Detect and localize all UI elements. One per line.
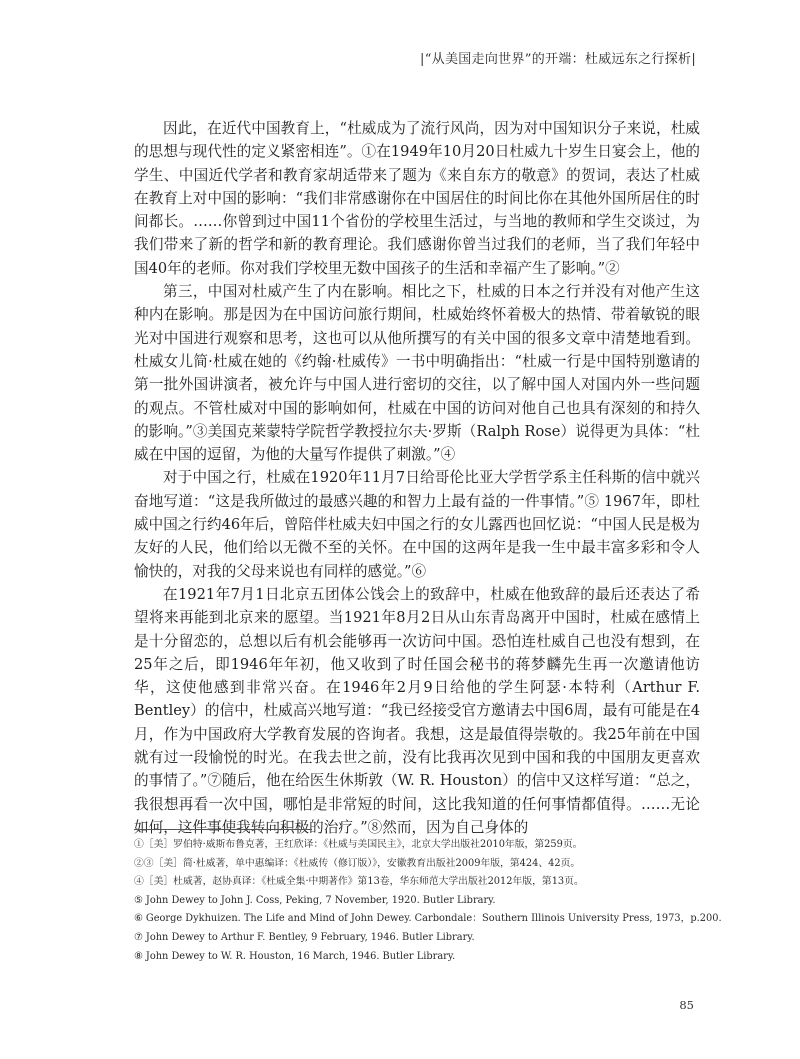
- paragraph: 第三，中国对杜威产生了内在影响。相比之下，杜威的日本之行并没有对他产生这种内在影响。那是因为在中国访问旅行期间，杜威始终怀着极大的热情、带着敏锐的眼光对中国进行观察和思考，这也可以从他所撰写的有关中国的很多文章中清楚地看到。杜威女儿简·杜威在她的《约翰·杜威传》一书中明确指出：“杜威一行是中国特别邀请的第一批外国讲演者，被允许与中国人进行密切的交往，以了解中国人对国内外一些问题的观点。不管杜威对中国的影响如何，杜威在中国的访问对他自己也具有深刻的和持久的影响。”③美国克莱蒙特学院哲学教授拉尔夫·罗斯（Ralph Rose）说得更为具体：“杜威在中国的逗留，为他的大量写作提供了刺激。”④: [134, 283, 700, 464]
- footnote-divider: [134, 829, 312, 830]
- footnotes: [134, 836, 722, 966]
- footnote: ①［美］罗伯特·威斯布鲁克著，王红欣译：《杜威与美国民主》，北京大学出版社2010年版，第259页。: [134, 839, 583, 850]
- paragraph: 对于中国之行，杜威在1920年11月7日给哥伦比亚大学哲学系主任科斯的信中就兴奋地写道：“这是我所做过的最感兴趣的和智力上最有益的一件事情。”⑤ 1967年，即杜威中国之行约46年后，曾陪伴杜威夫妇中国之行的女儿露西也回忆说：“中国人民是极为友好的人民，他们给以无微不至的关怀。在中国的这两年是我一生中最丰富多彩和令人愉快的，对我的父母来说也有同样的感觉。”⑥: [134, 469, 701, 580]
- footnote: ⑦ John Dewey to Arthur F. Bentley, 9 February, 1946. Butler Library.: [134, 931, 475, 943]
- page-number: 85: [679, 998, 694, 1012]
- footnote: ②③［美］简·杜威著，单中惠编译：《杜威传（修订版）》，安徽教育出版社2009年版，第424、42页。: [134, 857, 581, 869]
- footnote: ⑤ John Dewey to John J. Coss, Peking, 7 November, 1920. Butler Library.: [134, 894, 496, 906]
- paragraph: 在1921年7月1日北京五团体公饯会上的致辞中，杜威在他致辞的最后还表达了希望将来再能到北京来的愿望。当1921年8月2日从山东青岛离开中国时，杜威在感情上是十分留恋的，总想以后有机会能够再一次访问中国。恐怕连杜威自己也没有想到，在25年之后，即1946年年初，他又收到了时任国会秘书的蒋梦麟先生再一次邀请他访华，这使他感到非常兴奋。在1946年2月9日给他的学生阿瑟·本特利（Arthur F. Bentley）的信中，杜威高兴地写道：“我已经接受官方邀请去中国6周，最有可能是在4月，作为中国政府大学教育发展的咨询者。我想，这是最值得崇敬的。我25年前在中国就有过一段愉悦的时光。在我去世之前，没有比我再次见到中国和我的中国朋友更喜欢的事情了。”⑦随后，他在给医生休斯敦（W. R. Houston）的信中又这样写道：“总之，我很想再看一次中国，哪怕是非常短的时间，这比我知道的任何事情都值得。……无论如何，这件事使我转向积极的治疗。”⑧然而，因为自己身体的: [134, 585, 700, 836]
- footnote: ④［美］杜威著，赵协真译：《杜威全集·中期著作》第13卷，华东师范大学出版社2012年版，第13页。: [134, 876, 584, 888]
- running-header: |“从美国走向世界”的开端：杜威远东之行探析|: [420, 52, 696, 67]
- footnote: ⑧ John Dewey to W. R. Houston, 16 March, 1946. Butler Library.: [134, 950, 456, 962]
- paragraph: 因此，在近代中国教育上，“杜威成为了流行风尚，因为对中国知识分子来说，杜威的思想与现代性的定义紧密相连”。①在1949年10月20日杜威九十岁生日宴会上，他的学生、中国近代学者和教育家胡适带来了题为《来自东方的敬意》的贺词，表达了杜威在教育上对中国的影响：“我们非常感谢你在中国居住的时间比你在其他外国所居住的时间都长。……你曾到过中国11个省份的学校里生活过，与当地的教师和学生交谈过，为我们带来了新的哲学和新的教育理论。我们感谢你曾当过我们的老师，当了我们年轻中国40年的老师。你对我们学校里无数中国孩子的生活和幸福产生了影响。”②: [134, 120, 700, 277]
- footnote: ⑥ George Dykhuizen. The Life and Mind of John Dewey. Carbondale：Southern Illinois University Press, 1973，p.200.: [134, 913, 722, 925]
- body-text: [134, 117, 700, 839]
